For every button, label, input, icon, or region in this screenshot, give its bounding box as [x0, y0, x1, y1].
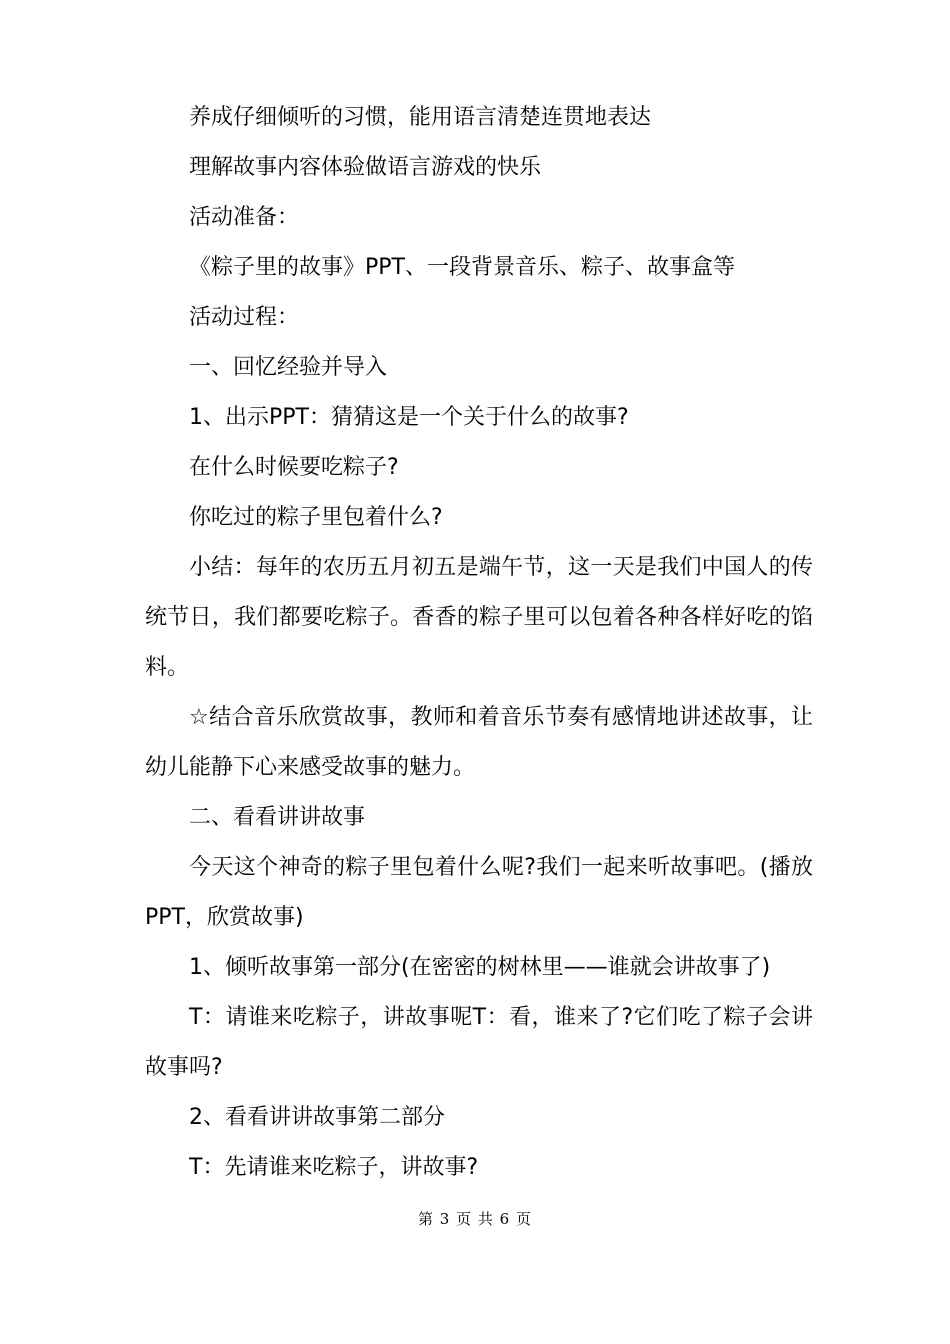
paragraph-preparation-materials: 《粽子里的故事》PPT、一段背景音乐、粽子、故事盒等 — [189, 255, 735, 280]
document-body — [145, 93, 813, 1193]
paragraph-step-show-ppt: 1、出示PPT：猜猜这是一个关于什么的故事? — [189, 405, 629, 430]
paragraph-teacher-question-two: T：先请谁来吃粽子，讲故事? — [189, 1155, 479, 1180]
paragraph-preparation-heading: 活动准备： — [189, 205, 300, 230]
paragraph-goal-understanding: 理解故事内容体验做语言游戏的快乐 — [189, 155, 542, 180]
paragraph-question-filling: 你吃过的粽子里包着什么? — [189, 505, 443, 530]
paragraph-part-two: 2、看看讲讲故事第二部分 — [189, 1105, 445, 1130]
paragraph-story-intro: 今天这个神奇的粽子里包着什么呢?我们一起来听故事吧。(播放PPT，欣赏故事) — [145, 855, 813, 930]
paragraph-goal-listening: 养成仔细倾听的习惯，能用语言清楚连贯地表达 — [189, 105, 652, 130]
paragraph-summary: 小结：每年的农历五月初五是端午节，这一天是我们中国人的传统节日，我们都要吃粽子。香香的粽子里可以包着各种各样好吃的馅料。 — [145, 555, 813, 680]
page-number-footer: 第 3 页 共 6 页 — [418, 1210, 532, 1228]
paragraph-process-heading: 活动过程： — [189, 305, 300, 330]
paragraph-music-story: ☆结合音乐欣赏故事，教师和着音乐节奏有感情地讲述故事，让幼儿能静下心来感受故事的魅力。 — [145, 705, 813, 780]
paragraph-section-one-heading: 一、回忆经验并导入 — [189, 355, 388, 380]
paragraph-part-one: 1、倾听故事第一部分(在密密的树林里——谁就会讲故事了) — [189, 955, 771, 980]
paragraph-section-two-heading: 二、看看讲讲故事 — [189, 805, 366, 830]
paragraph-teacher-question-one: T：请谁来吃粽子，讲故事呢T：看，谁来了?它们吃了粽子会讲故事吗? — [145, 1005, 813, 1080]
paragraph-question-when: 在什么时候要吃粽子? — [189, 455, 399, 480]
